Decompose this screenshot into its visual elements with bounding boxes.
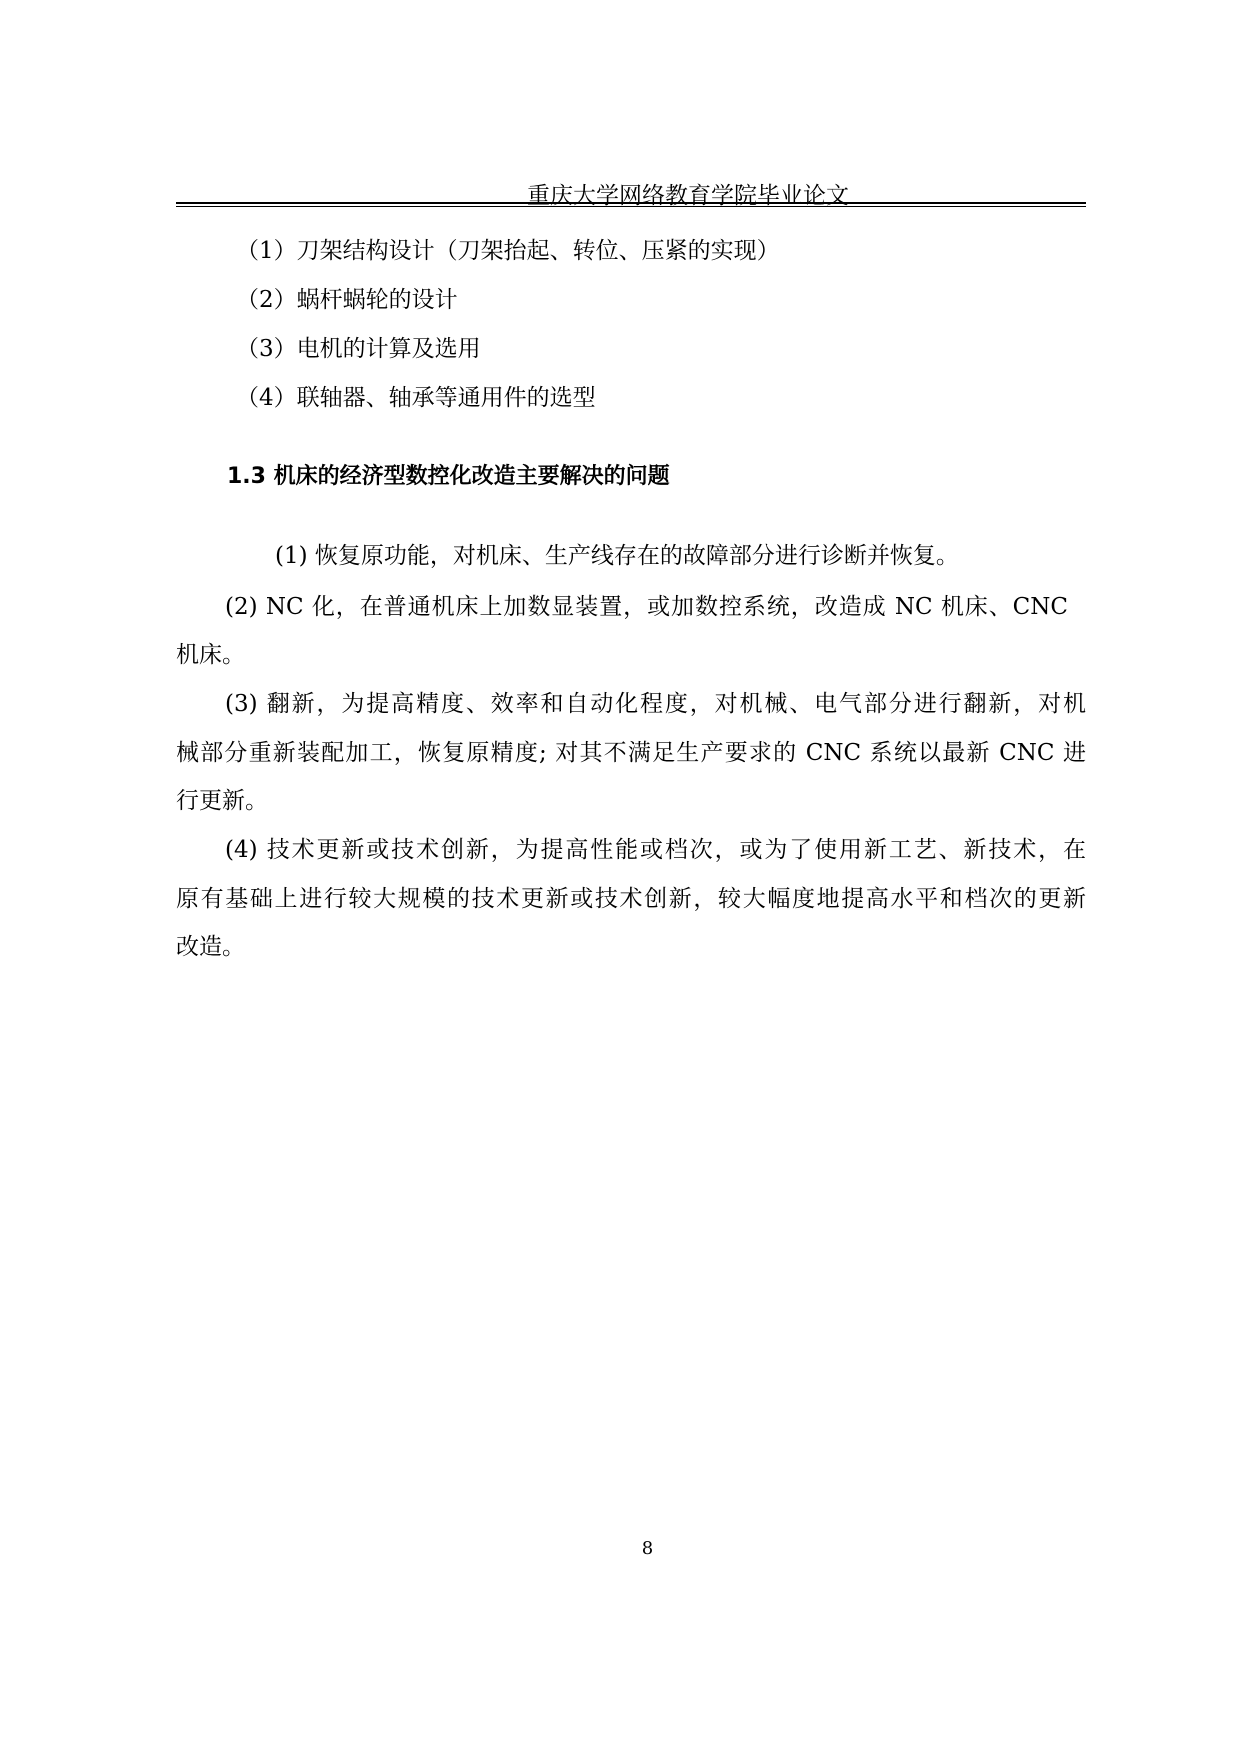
- paragraph-1-line-1: (1) 恢复原功能，对机床、生产线存在的故障部分进行诊断并恢复。: [275, 543, 959, 569]
- paragraph-3-line-2: 械部分重新装配加工，恢复原精度; 对其不满足生产要求的 CNC 系统以最新 CNC 进: [176, 740, 1086, 766]
- paragraph-4-line-1: (4) 技术更新或技术创新，为提高性能或档次，或为了使用新工艺、新技术，在: [225, 837, 1086, 863]
- running-header-title: 重庆大学网络教育学院毕业论文: [527, 183, 849, 209]
- paragraph-3-line-3: 行更新。: [176, 788, 268, 814]
- list-item-2: （2）蜗杆蜗轮的设计: [236, 287, 458, 313]
- header-rule: [176, 202, 1086, 204]
- paragraph-3-line-1: (3) 翻新，为提高精度、效率和自动化程度，对机械、电气部分进行翻新，对机: [225, 691, 1086, 717]
- paragraph-2-line-1: (2) NC 化，在普通机床上加数显装置，或加数控系统，改造成 NC 机床、CNC: [225, 594, 1068, 620]
- list-item-3: （3）电机的计算及选用: [236, 336, 481, 362]
- paragraph-4-line-2: 原有基础上进行较大规模的技术更新或技术创新，较大幅度地提高水平和档次的更新: [176, 886, 1086, 912]
- header-rule-thin: [176, 206, 1086, 207]
- paragraph-2-line-2: 机床。: [176, 642, 245, 668]
- page-number: 8: [641, 1538, 654, 1559]
- list-item-4: （4）联轴器、轴承等通用件的选型: [236, 385, 596, 411]
- section-heading: 1.3 机床的经济型数控化改造主要解决的问题: [227, 464, 670, 489]
- paragraph-4-line-3: 改造。: [176, 934, 245, 960]
- list-item-1: （1）刀架结构设计（刀架抬起、转位、压紧的实现）: [236, 238, 780, 264]
